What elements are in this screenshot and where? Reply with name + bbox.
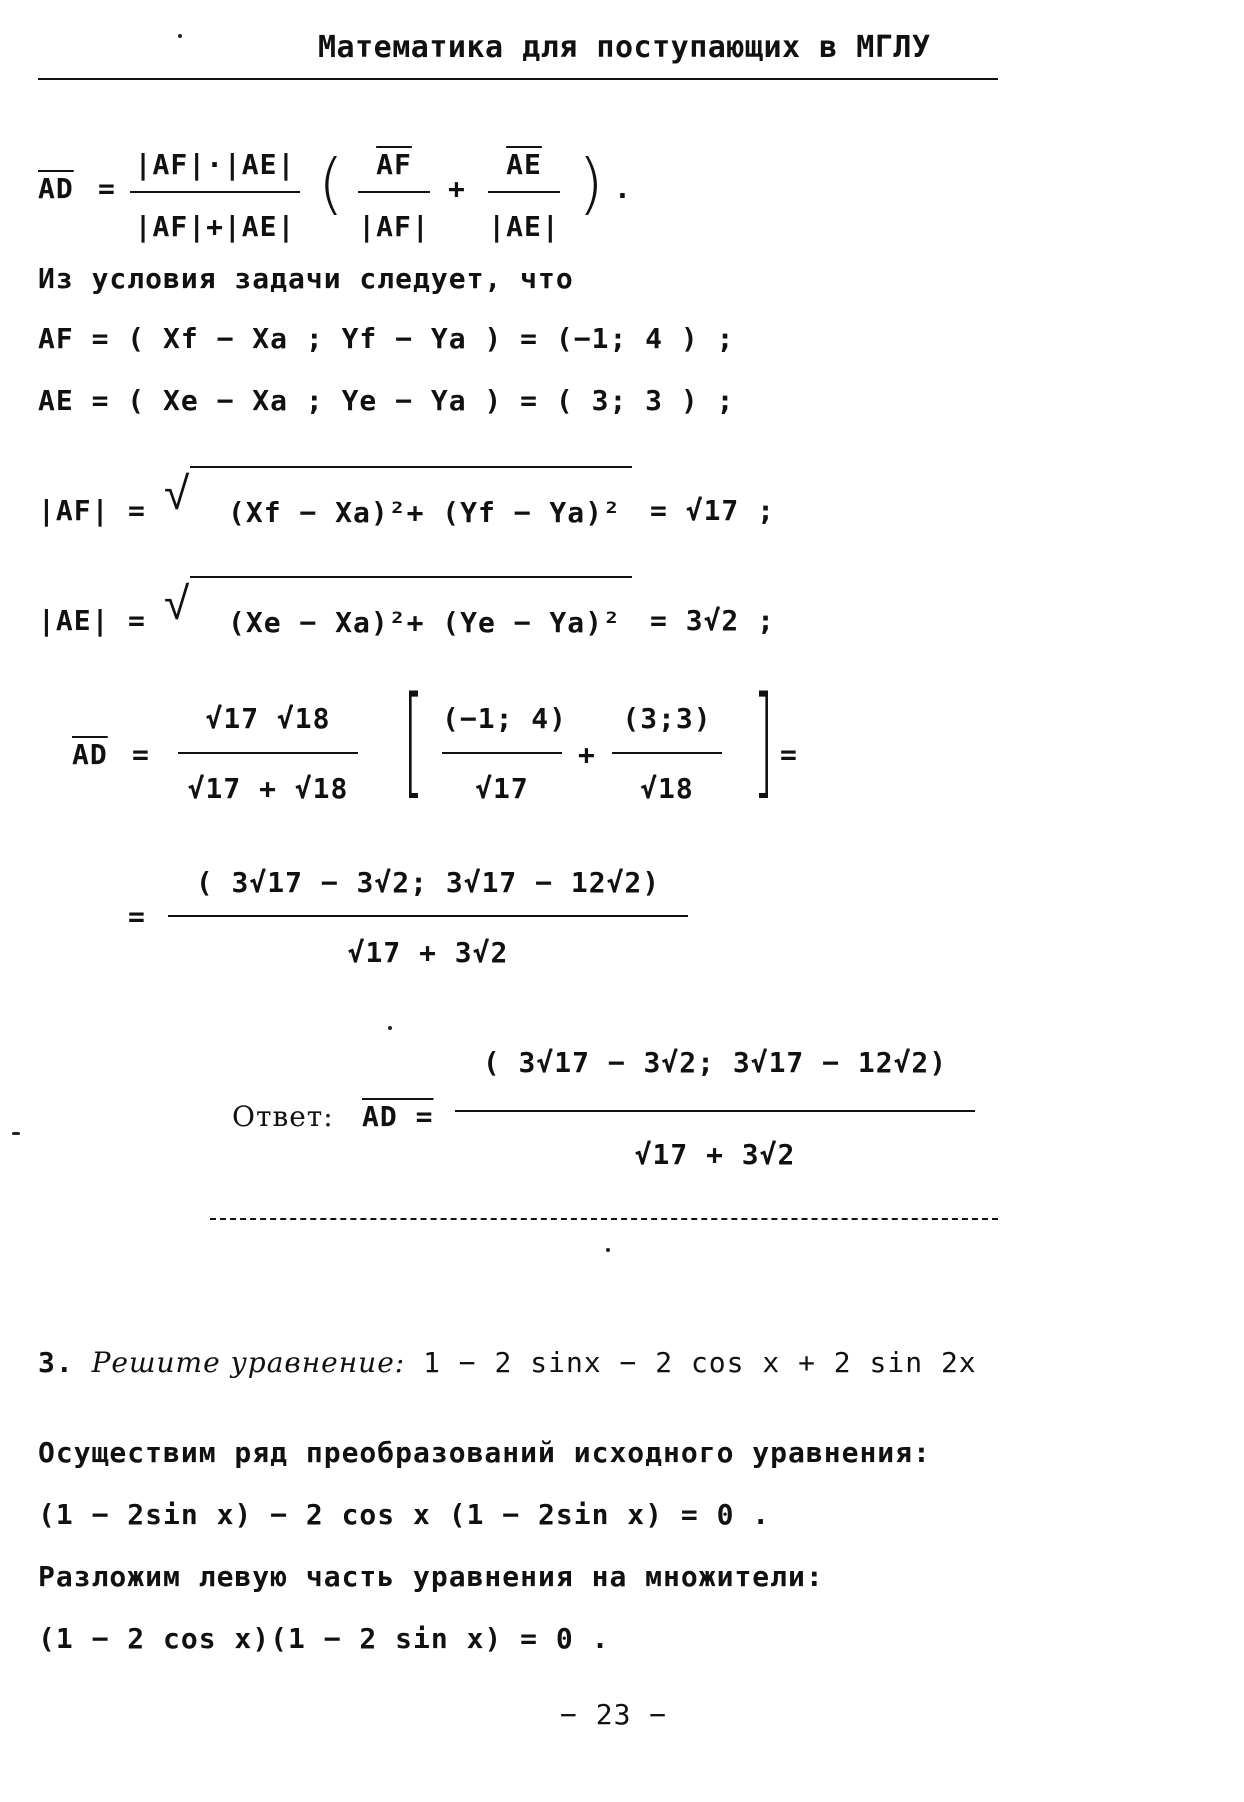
ad-subst-eq: = bbox=[132, 738, 150, 771]
scan-speck bbox=[178, 34, 182, 38]
page-header-title: Математика для поступающих в МГЛУ bbox=[318, 30, 931, 65]
answer-label: Ответ: bbox=[232, 1100, 334, 1133]
ad-subst-num2: (−1; 4) bbox=[442, 702, 568, 735]
ad-subst-bar3 bbox=[612, 752, 722, 754]
ad-subst-lhs: $\overline{AD}$ bbox=[72, 738, 108, 771]
ad-subst-lbracket: [ bbox=[402, 672, 424, 811]
ad-frac2-den: |AF| bbox=[358, 210, 430, 243]
ad-eq: = bbox=[98, 172, 116, 205]
ae-norm-result: = 3√2 ; bbox=[650, 604, 776, 637]
ad-subst-den1: √17 + √18 bbox=[187, 772, 349, 805]
header-rule bbox=[38, 78, 998, 80]
page-number: − 23 − bbox=[560, 1698, 668, 1731]
transform-eq: (1 − 2sin x) − 2 cos x (1 − 2sin x) = 0 . bbox=[38, 1498, 771, 1531]
ad-frac3-bar bbox=[488, 191, 560, 193]
ae-vector-line: AE = ( Xe − Xa ; Ye − Ya ) = ( 3; 3 ) ; bbox=[38, 384, 735, 417]
ad-subst-num3: (3;3) bbox=[622, 702, 712, 735]
transform-text: Осуществим ряд преобразований исходного уравнения: bbox=[38, 1436, 931, 1469]
af-norm-result: = √17 ; bbox=[650, 494, 776, 527]
answer-separator bbox=[210, 1218, 998, 1220]
ad-frac3-num: $\overline{AE}$ bbox=[506, 148, 542, 181]
answer-den: √17 + 3√2 bbox=[634, 1138, 796, 1171]
condition-text: Из условия задачи следует, что bbox=[38, 262, 574, 295]
af-vector-line: AF = ( Xf − Xa ; Yf − Ya ) = (−1; 4 ) ; bbox=[38, 322, 735, 355]
ae-norm-radicand: (Xe − Xa)²+ (Ye − Ya)² bbox=[228, 606, 621, 639]
ad-subst-num1: √17 √18 bbox=[205, 702, 331, 735]
ad-rparen: ) bbox=[578, 145, 604, 222]
ad-subst-rbracket: ] bbox=[752, 672, 774, 811]
ad-result-den: √17 + 3√2 bbox=[347, 936, 509, 969]
ad-result-eq: = bbox=[128, 900, 146, 933]
af-sqrt-icon: √ bbox=[164, 466, 190, 520]
factor-eq: (1 − 2 cos x)(1 − 2 sin x) = 0 . bbox=[38, 1622, 610, 1655]
answer-lhs: AD = bbox=[362, 1100, 434, 1133]
ad-frac1-num: |AF|·|AE| bbox=[134, 148, 296, 181]
ad-frac2-bar bbox=[358, 191, 430, 193]
answer-bar bbox=[455, 1110, 975, 1112]
af-norm-lhs: |AF| bbox=[38, 494, 110, 527]
ad-result-bar bbox=[168, 915, 688, 917]
ae-sqrt-icon: √ bbox=[164, 576, 190, 630]
ae-norm-lhs: |AE| bbox=[38, 604, 110, 637]
ad-frac1-den: |AF|+|AE| bbox=[134, 210, 296, 243]
ad-result-num: ( 3√17 − 3√2; 3√17 − 12√2) bbox=[195, 866, 661, 899]
ad-subst-bar2 bbox=[442, 752, 562, 754]
ad-subst-bar1 bbox=[178, 752, 358, 754]
ad-frac1-bar bbox=[130, 191, 300, 193]
ad-end: . bbox=[614, 172, 632, 205]
answer-num: ( 3√17 − 3√2; 3√17 − 12√2) bbox=[482, 1046, 948, 1079]
ad-subst-tail: = bbox=[780, 738, 798, 771]
factor-text: Разложим левую часть уравнения на множители: bbox=[38, 1560, 824, 1593]
ad-subst-plus: + bbox=[578, 738, 596, 771]
ad-subst-den2: √17 bbox=[475, 772, 529, 805]
ad-subst-den3: √18 bbox=[640, 772, 694, 805]
scan-speck bbox=[12, 1132, 20, 1135]
af-norm-eq: = bbox=[128, 494, 146, 527]
af-sqrt-bar bbox=[190, 466, 632, 468]
ad-lparen: ( bbox=[318, 145, 344, 222]
ad-plus: + bbox=[448, 172, 466, 205]
ad-frac2-num: $\overline{AF}$ bbox=[376, 148, 412, 181]
ae-sqrt-bar bbox=[190, 576, 632, 578]
task3-prompt: Решите уравнение: bbox=[91, 1346, 406, 1379]
ad-frac3-den: |AE| bbox=[488, 210, 560, 243]
scan-speck bbox=[388, 1026, 392, 1030]
af-norm-radicand: (Xf − Xa)²+ (Yf − Ya)² bbox=[228, 496, 621, 529]
task3-equation: 1 − 2 sinx − 2 cos x + 2 sin 2x bbox=[423, 1346, 977, 1379]
ae-norm-eq: = bbox=[128, 604, 146, 637]
scan-speck bbox=[606, 1248, 610, 1252]
task3-line bbox=[38, 1346, 977, 1379]
ad-lhs: $\overline{AD}$ bbox=[38, 172, 74, 205]
task3-number: 3. bbox=[38, 1346, 74, 1379]
